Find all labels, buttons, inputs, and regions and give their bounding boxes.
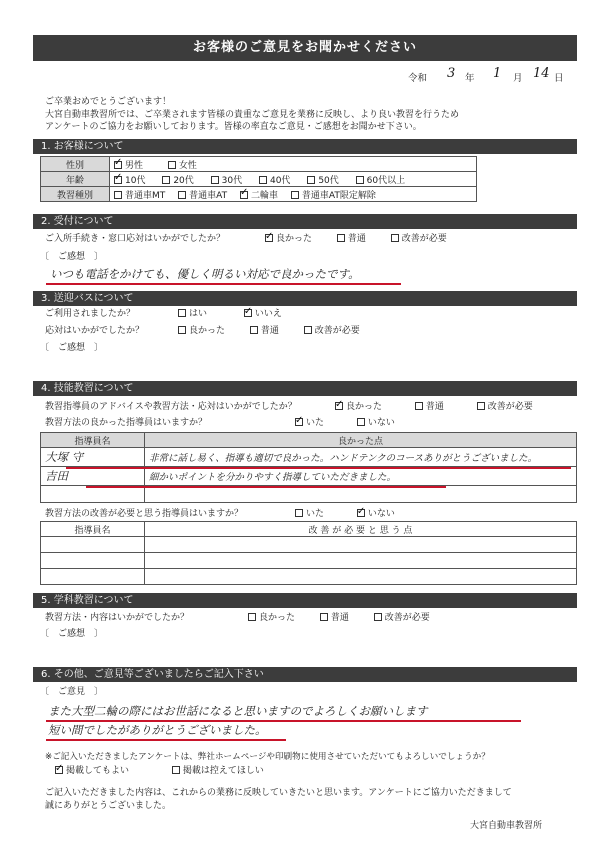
- option-label: いいえ: [254, 309, 282, 319]
- checkbox-reception-normal[interactable]: [337, 234, 345, 242]
- option-label: 30代: [221, 175, 243, 186]
- empty-cell[interactable]: [145, 537, 577, 553]
- empty-cell[interactable]: [41, 569, 145, 585]
- skill-advice-question: 教習指導員のアドバイスや教習方法・応対はいかがでしたか？: [45, 402, 297, 412]
- bus-service-question: 応対はいかがでしたか？: [45, 326, 145, 336]
- good-point-text[interactable]: 非常に話し易く、指導も適切で良かった。ハンドテンクのコースありがとうございました。: [145, 448, 577, 467]
- closing-line: ご記入いただきました内容は、これからの業務に反映していきたいと思います。アンケートにご協力いただきまして: [45, 788, 512, 798]
- reception-comment[interactable]: いつも電話をかけても、優しく明るい対応で良かったです。: [50, 267, 360, 281]
- option-label: 普通車AT限定解除: [301, 190, 376, 201]
- bus-use-question: ご利用されましたか？: [45, 309, 136, 319]
- customer-table: [40, 156, 477, 202]
- option-label: はい: [189, 309, 208, 319]
- good-point-text[interactable]: 細かいポイントを分かりやすく指導していただきました。: [145, 467, 577, 486]
- checkbox-skill-good[interactable]: [335, 402, 343, 410]
- option-label: 10代: [125, 175, 146, 186]
- checkbox-age-10s[interactable]: [114, 176, 122, 184]
- empty-cell[interactable]: [145, 569, 577, 585]
- empty-cell[interactable]: [41, 486, 145, 503]
- date-year[interactable]: 3: [447, 66, 456, 81]
- option-label: いた: [306, 418, 325, 428]
- section-classroom-header: 5. 学科教習について: [33, 593, 577, 608]
- checkbox-bus-good[interactable]: [178, 326, 186, 334]
- section-other-header: 6. その他、ご意見等ございましたらご記入下さい: [33, 667, 577, 682]
- reception-comment-bracket: 〔 ご感想 〕: [40, 252, 104, 262]
- consent-options: [55, 765, 286, 778]
- bus-service-options: [178, 325, 382, 338]
- option-label: 普通: [347, 234, 366, 244]
- intro-line: アンケートのご協力をお願いしております。皆様の率直なご意見・ご感想をお聞かせ下さい。: [45, 122, 422, 132]
- checkbox-bus-yes[interactable]: [178, 309, 186, 317]
- other-comment-line[interactable]: また大型二輪の際にはお世話になると思いますのでよろしくお願いします: [48, 704, 428, 718]
- option-label: 普通: [425, 402, 444, 412]
- table-row: [41, 486, 577, 503]
- other-comment-bracket: 〔 ご意見 〕: [40, 687, 104, 697]
- option-label: 改善が必要: [314, 326, 360, 336]
- option-label: 50代: [318, 175, 339, 186]
- option-label: 40代: [269, 175, 291, 186]
- date-day-unit: 日: [554, 73, 564, 84]
- option-label: 普通: [260, 326, 279, 336]
- improve-instructor-options: [295, 508, 417, 521]
- checkbox-age-30s[interactable]: [211, 176, 219, 184]
- option-label: 改善が必要: [384, 613, 430, 623]
- option-label: 良かった: [276, 234, 313, 244]
- empty-cell[interactable]: [41, 553, 145, 569]
- option-label: いない: [367, 418, 395, 428]
- checkbox-class-good[interactable]: [248, 613, 256, 621]
- section-skill-header: 4. 技能教習について: [33, 381, 577, 396]
- option-label: 良かった: [259, 613, 296, 623]
- bus-comment-bracket: 〔 ご感想 〕: [40, 343, 104, 353]
- reception-question: ご入所手続き・窓口応対はいかがでしたか？: [45, 234, 226, 244]
- option-label: 普通車MT: [125, 190, 166, 201]
- empty-cell[interactable]: [145, 486, 577, 503]
- checkbox-consent-no[interactable]: [172, 766, 180, 774]
- col-good-points: 良かった点: [145, 433, 577, 448]
- option-label: 良かった: [346, 402, 383, 412]
- classroom-comment-bracket: 〔 ご感想 〕: [40, 629, 104, 639]
- gender-label: 性別: [41, 157, 110, 172]
- consent-question: ※ご記入いただきましたアンケートは、弊社ホームページや印刷物に使用させていただいてもよろしいでしょうか？: [45, 752, 490, 762]
- checkbox-mt[interactable]: [114, 191, 122, 199]
- classroom-question: 教習方法・内容はいかがでしたか？: [45, 613, 190, 623]
- option-label: いない: [367, 509, 395, 519]
- section-reception-header: 2. 受付について: [33, 214, 577, 229]
- checkbox-skill-normal[interactable]: [415, 402, 423, 410]
- bus-use-options: [178, 308, 304, 321]
- option-label: 改善が必要: [401, 234, 447, 244]
- option-label: 改善が必要: [487, 402, 533, 412]
- checkbox-improve-yes[interactable]: [295, 509, 303, 517]
- date-era: 令和: [408, 73, 428, 84]
- table-row: [41, 467, 577, 486]
- option-label: 普通車AT: [189, 190, 228, 201]
- checkbox-age-50s[interactable]: [307, 176, 315, 184]
- checkbox-good-yes[interactable]: [295, 418, 303, 426]
- date-year-unit: 年: [465, 73, 475, 84]
- checkbox-improve-no[interactable]: [357, 509, 365, 517]
- empty-cell[interactable]: [41, 537, 145, 553]
- option-label: 女性: [178, 160, 197, 171]
- table-row: [41, 448, 577, 467]
- option-label: 男性: [125, 160, 144, 171]
- checkbox-age-20s[interactable]: [162, 176, 170, 184]
- instructor-name[interactable]: 大塚 守: [41, 448, 145, 467]
- date-month-unit: 月: [513, 73, 523, 84]
- improve-instructor-question: 教習方法の改善が必要と思う指導員はいますか？: [45, 509, 244, 519]
- red-underline: [66, 467, 571, 469]
- checkbox-bus-normal[interactable]: [250, 326, 258, 334]
- checkbox-reception-good[interactable]: [265, 234, 273, 242]
- option-label: 掲載してもよい: [66, 766, 130, 776]
- section-bus-header: 3. 送迎バスについて: [33, 291, 577, 306]
- improve-instructor-table: [40, 521, 577, 585]
- checkbox-female[interactable]: [168, 161, 176, 169]
- skill-advice-options: [335, 401, 533, 414]
- classroom-options: [248, 612, 452, 625]
- reception-options: [265, 233, 469, 246]
- col-instructor: 指導員名: [41, 433, 145, 448]
- col-improve-points: 改 善 が 必 要 と 思 う 点: [145, 522, 577, 537]
- closing-line: 誠にありがとうございました。: [45, 801, 172, 811]
- table-row: [41, 553, 577, 569]
- red-underline: [46, 739, 286, 741]
- checkbox-bus-improve[interactable]: [304, 326, 312, 334]
- good-instructor-question: 教習方法の良かった指導員はいますか？: [45, 418, 208, 428]
- checkbox-at[interactable]: [178, 191, 186, 199]
- school-name: 大宮自動車教習所: [470, 821, 543, 831]
- option-label: 掲載は控えてほしい: [182, 766, 264, 776]
- checkbox-consent-yes[interactable]: [55, 766, 63, 774]
- instructor-name[interactable]: 吉田: [41, 467, 145, 486]
- empty-cell[interactable]: [145, 553, 577, 569]
- intro-line: 大宮自動車教習所では、ご卒業されます皆様の貴重なご意見を業務に反映し、より良い教習を行うため: [45, 109, 460, 120]
- option-label: いた: [306, 509, 325, 519]
- col-instructor: 指導員名: [41, 522, 145, 537]
- closing-text: [45, 787, 580, 813]
- checkbox-at-release[interactable]: [291, 191, 299, 199]
- option-label: 60代以上: [366, 175, 406, 186]
- red-underline: [86, 486, 446, 488]
- option-label: 良かった: [189, 326, 226, 336]
- checkbox-class-improve[interactable]: [374, 613, 382, 621]
- checkbox-male[interactable]: [114, 161, 122, 169]
- checkbox-class-normal[interactable]: [320, 613, 328, 621]
- intro-line: ご卒業おめでとうございます！: [45, 97, 172, 107]
- checkbox-age-40s[interactable]: [259, 176, 267, 184]
- date-month[interactable]: 1: [493, 66, 502, 81]
- form-title: お客様のご意見をお聞かせください: [33, 35, 577, 61]
- checkbox-skill-improve[interactable]: [477, 402, 485, 410]
- intro-text: [45, 96, 575, 134]
- option-label: 二輪車: [250, 190, 278, 201]
- table-row: [41, 537, 577, 553]
- red-underline: [46, 283, 401, 285]
- age-label: 年齢: [41, 172, 110, 187]
- option-label: 普通: [330, 613, 349, 623]
- checkbox-good-no[interactable]: [357, 418, 365, 426]
- checkbox-reception-improve[interactable]: [391, 234, 399, 242]
- option-label: 20代: [173, 175, 194, 186]
- table-row: [41, 569, 577, 585]
- section-customer-header: 1. お客様について: [33, 139, 577, 154]
- checkbox-age-60s[interactable]: [356, 176, 364, 184]
- other-comment-line[interactable]: 短い間でしたがありがとうございました。: [48, 723, 267, 737]
- good-instructor-options: [295, 417, 417, 430]
- checkbox-motorcycle[interactable]: [240, 191, 248, 199]
- kind-label: 教習種別: [41, 187, 110, 202]
- checkbox-bus-no[interactable]: [244, 309, 252, 317]
- date-day[interactable]: 14: [533, 66, 550, 81]
